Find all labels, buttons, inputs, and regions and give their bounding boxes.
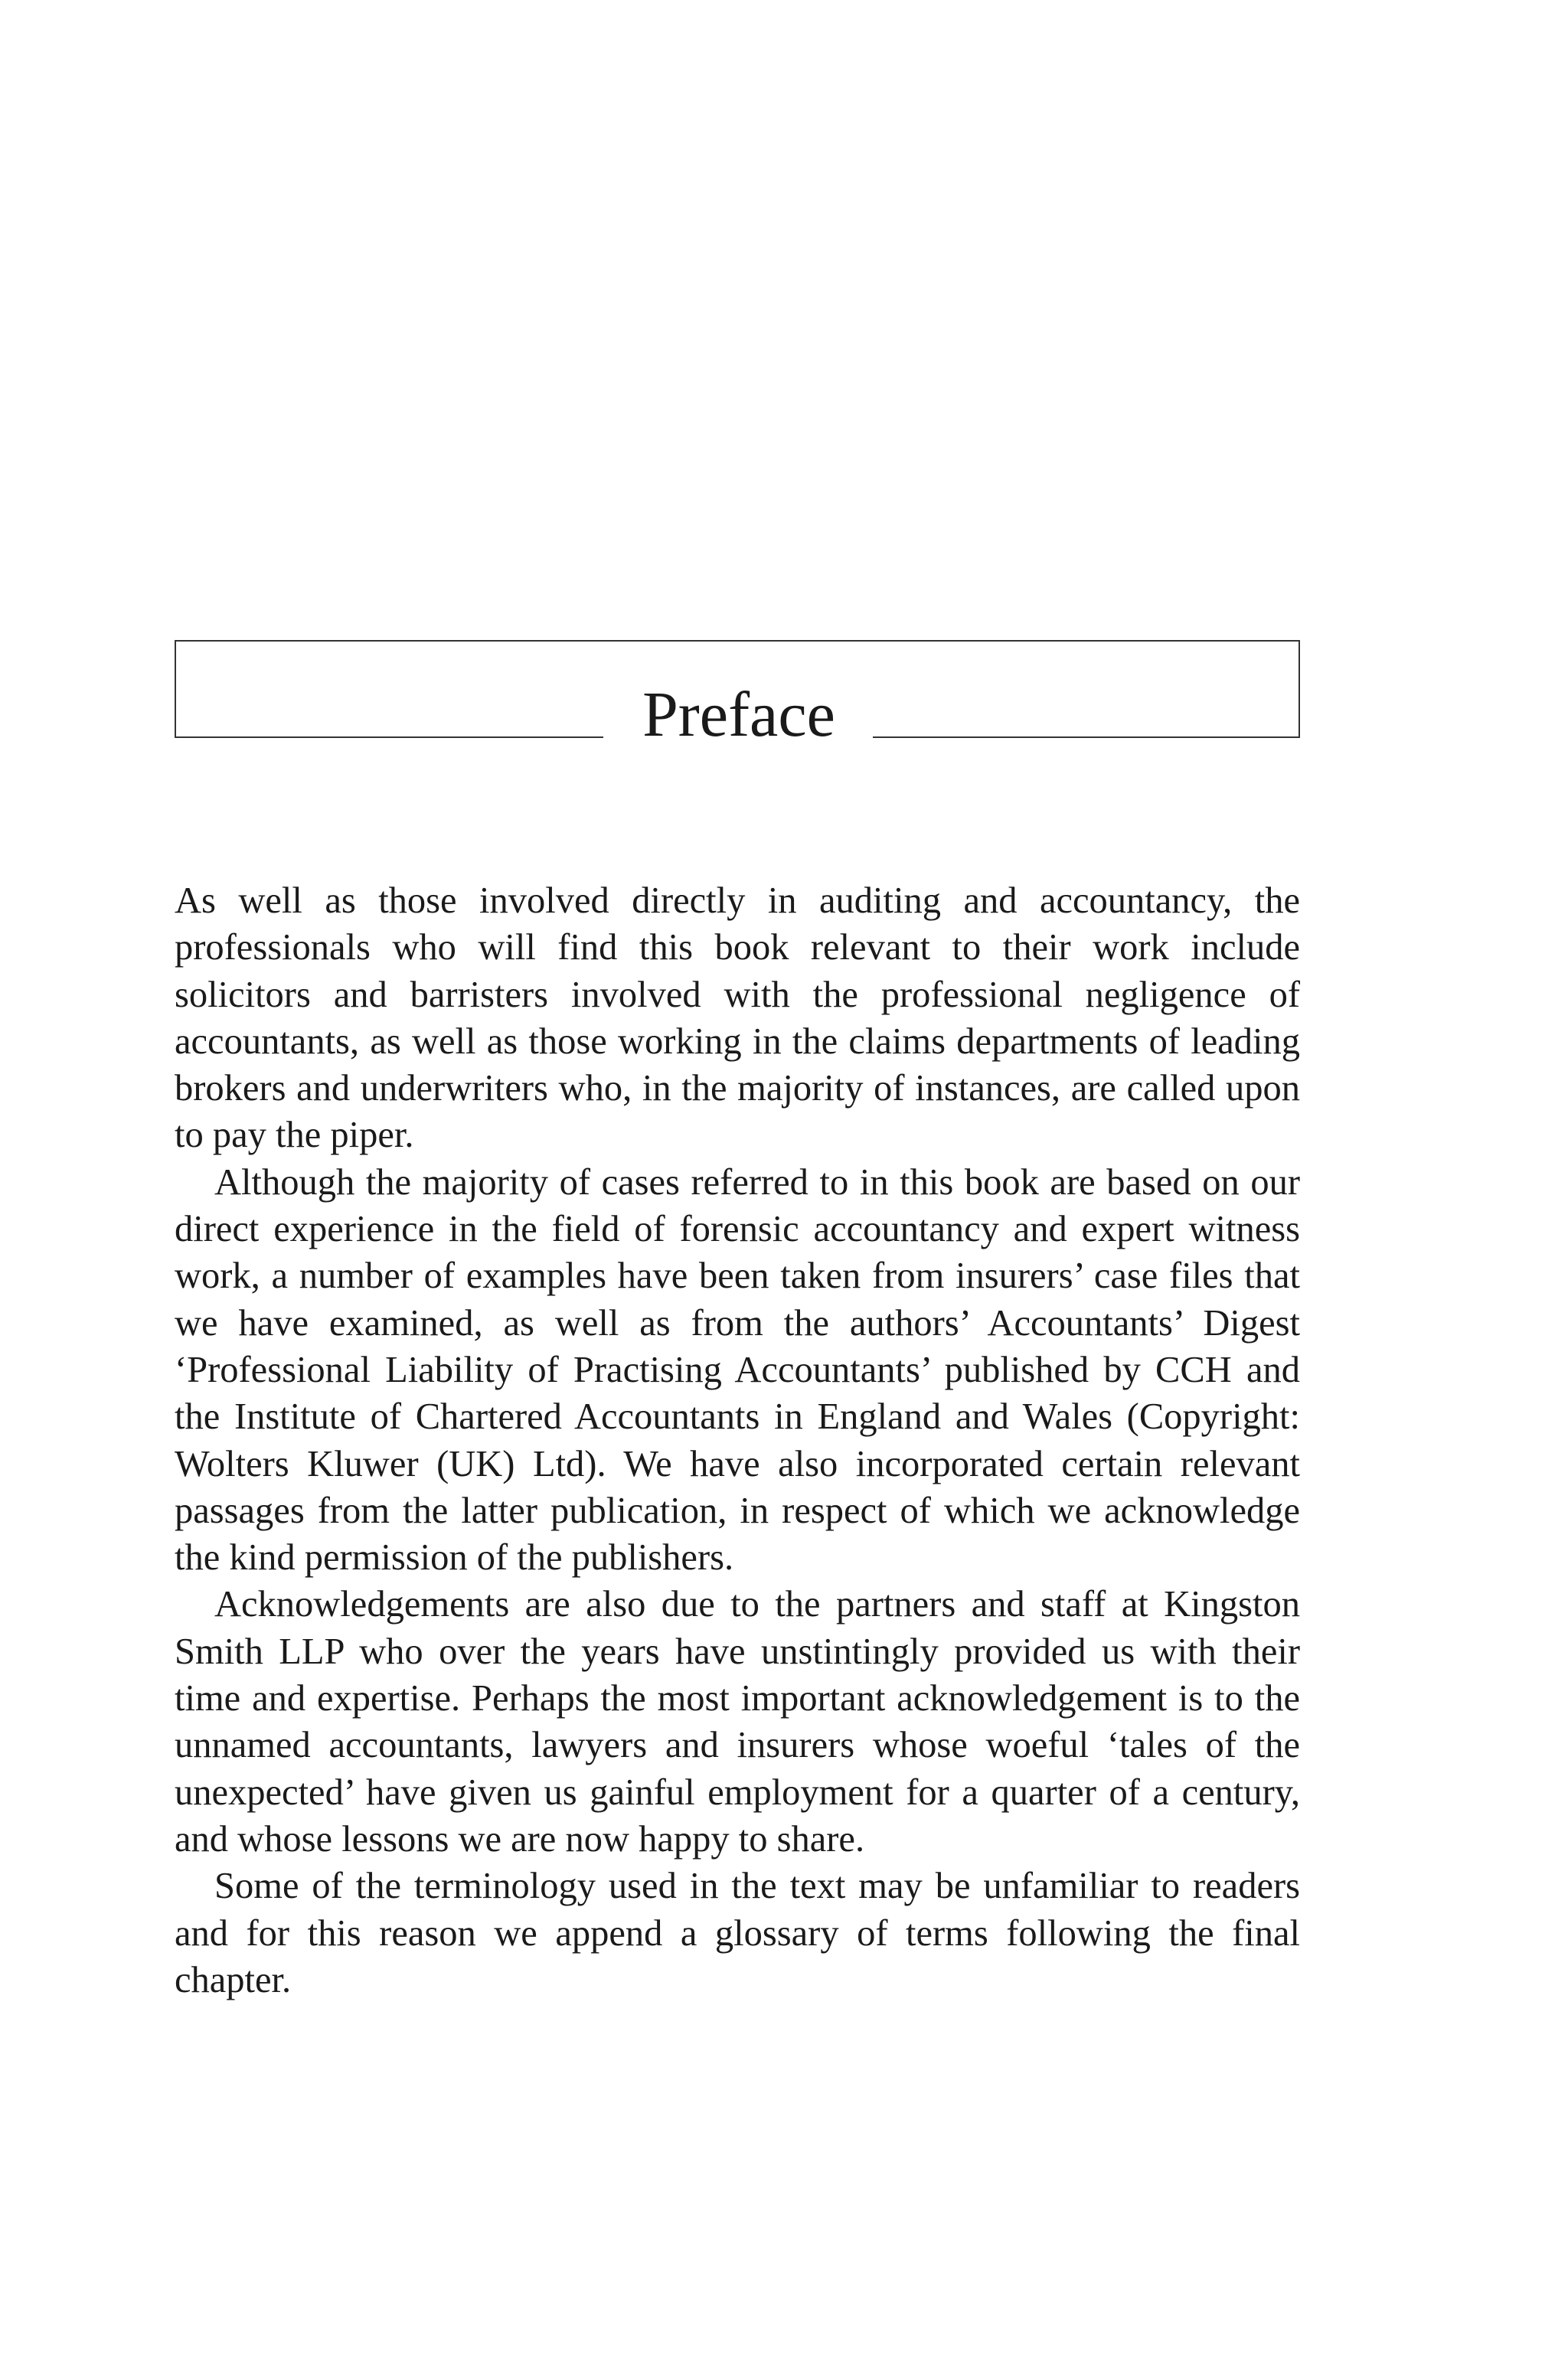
title-rule-right (873, 736, 1300, 738)
paragraph-1: As well as those involved directly in auditing and accountancy, the professionals who will find this book relevant to their work include solicitors and barristers involved with the professional negligence of accountants, as well as those working in the claims departments of leading brokers and underwriters who, in the majority of instances, are called upon to pay the piper. (175, 880, 1300, 1156)
title-rule-left (175, 736, 603, 738)
chapter-title: Preface (642, 679, 835, 750)
paragraph-4: Some of the terminology used in the text may be unfamiliar to readers and for this reason we append a glossary of terms following the final chapter. (175, 1866, 1300, 2000)
paragraph-3: Acknowledgements are also due to the partners and staff at Kingston Smith LLP who over the years have unstintingly provided us with their time and expertise. Perhaps the most important acknowledgement is to the unnamed accountants, lawyers and insurers whose woeful ‘tales of the unexpected’ have given us gainful employment for a quarter of a century, and whose lessons we are now happy to share. (175, 1584, 1300, 1860)
paragraph-2: Although the majority of cases referred to in this book are based on our direct experience in the field of forensic accountancy and expert witness work, a number of examples have been taken from insurers’ case files that we have examined, as well as from the authors’ Accountants’ Digest ‘Professional Liability of Practising Accountants’ published by CCH and the Institute of Chartered Accountants in England and Wales (Copyright: Wolters Kluwer (UK) Ltd). We have also incorporated certain relevant passages from the latter publication, in respect of which we acknowledge the kind permission of the publishers. (175, 1161, 1300, 1579)
preface-body (175, 877, 1300, 2003)
